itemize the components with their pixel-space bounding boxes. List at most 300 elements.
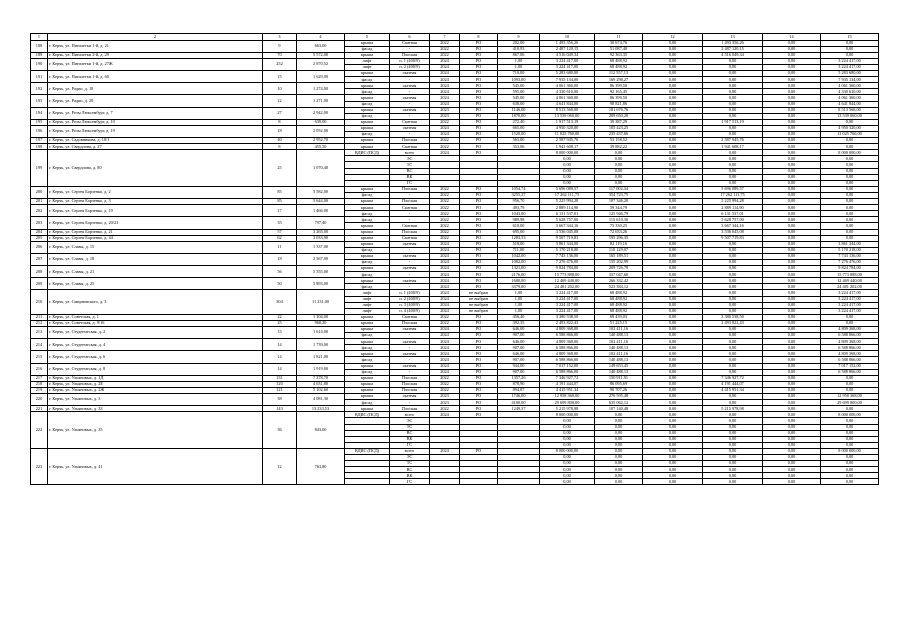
cell-col15: 7 935 134,00 bbox=[821, 77, 879, 83]
cell-unit-cost: 354 723,75 bbox=[595, 192, 643, 198]
cell-element-type: - bbox=[390, 192, 430, 198]
cell-row-number: 195 bbox=[31, 119, 48, 125]
cell-col14: 0,00 bbox=[763, 461, 821, 467]
cell-residents: 131 bbox=[263, 375, 297, 381]
cell-col13: 0,00 bbox=[703, 150, 763, 156]
cell-col12: 0,00 bbox=[643, 119, 703, 125]
cell-funding: РО bbox=[460, 448, 498, 454]
cell-col13: 0,00 bbox=[703, 107, 763, 113]
cell-col14: 0,00 bbox=[763, 333, 821, 339]
cell-col14: 0,00 bbox=[763, 77, 821, 83]
cell-col13: 5 215 978,98 bbox=[703, 406, 763, 412]
cell-volume: 202,00 bbox=[498, 40, 540, 46]
cell-element-type: Плоская bbox=[390, 387, 430, 393]
cell-col15: 0,00 bbox=[821, 52, 879, 58]
cell-cost: 8 000 000,00 bbox=[540, 412, 595, 418]
cell-col13: 0,00 bbox=[703, 64, 763, 70]
cell-col13: 0,00 bbox=[703, 442, 763, 448]
cell-cost: 8 000 000,00 bbox=[540, 150, 595, 156]
cell-cost: 3 667 344,16 bbox=[540, 223, 595, 229]
cell-element: крыша bbox=[345, 119, 390, 125]
cell-cost: 7 017 152,00 bbox=[540, 363, 595, 369]
cell-unit-cost: 39 882,22 bbox=[595, 144, 643, 150]
cell-col15: 9 824 784,00 bbox=[821, 266, 879, 272]
cell-element-type: - bbox=[390, 77, 430, 83]
cell-cost: 29 699 800,00 bbox=[540, 400, 595, 406]
cell-residents: 18 bbox=[263, 253, 297, 265]
cell-cost: 4 191 444,07 bbox=[540, 381, 595, 387]
cell-cost: 6 588 866,00 bbox=[540, 369, 595, 375]
cell-col13: 0,00 bbox=[703, 253, 763, 259]
cell-year: 2022 bbox=[430, 119, 460, 125]
cell-unit-cost: 195 296,35 bbox=[595, 235, 643, 241]
cell-element: лифт bbox=[345, 64, 390, 70]
cell-unit-cost: 92 363,35 bbox=[595, 52, 643, 58]
cell-volume: 907,00 bbox=[498, 345, 540, 351]
cell-volume: 1,00 bbox=[498, 64, 540, 70]
cell-row-number: 215 bbox=[31, 351, 48, 363]
cell-col14: 0,00 bbox=[763, 217, 821, 223]
cell-funding: РО bbox=[460, 387, 498, 393]
cell-area: 1 274,00 bbox=[297, 83, 345, 95]
cell-col15: 0,00 bbox=[821, 168, 879, 174]
cell-cost: 5 225 994,28 bbox=[540, 199, 595, 205]
cell-col12: 0,00 bbox=[643, 406, 703, 412]
cell-volume: 563,00 bbox=[498, 138, 540, 144]
cell-element-type: - bbox=[390, 345, 430, 351]
cell-year: 2024 bbox=[430, 77, 460, 83]
cell-unit-cost: 0,00 bbox=[595, 442, 643, 448]
cell-col12: 0,00 bbox=[643, 266, 703, 272]
cell-unit-cost: 86 095,69 bbox=[595, 381, 643, 387]
cell-element: фасад bbox=[345, 211, 390, 217]
cell-col14: 0,00 bbox=[763, 58, 821, 64]
cell-col14: 0,00 bbox=[763, 406, 821, 412]
cell-volume: 646,00 bbox=[498, 339, 540, 345]
cell-row-number: 213 bbox=[31, 327, 48, 339]
cell-element: крыша bbox=[345, 107, 390, 113]
cell-col13: 0,00 bbox=[703, 162, 763, 168]
cell-area: 2 567,00 bbox=[297, 253, 345, 265]
cell-col15: 6 588 866,00 bbox=[821, 369, 879, 375]
cell-funding: РО bbox=[460, 119, 498, 125]
cell-col12: 0,00 bbox=[643, 467, 703, 473]
cell-element-type: скатная bbox=[390, 71, 430, 77]
cell-funding: РО bbox=[460, 58, 498, 64]
cell-col13: 3 380 538,50 bbox=[703, 314, 763, 320]
cell-col15: 0,00 bbox=[821, 479, 879, 485]
cell-col14: 0,00 bbox=[763, 89, 821, 95]
cell-area: 639,00 bbox=[297, 119, 345, 125]
cell-unit-cost: 149 653,45 bbox=[595, 363, 643, 369]
cell-element-type: ВК bbox=[390, 174, 430, 180]
cell-cost: 0,00 bbox=[540, 461, 595, 467]
cell-unit-cost: 0,00 bbox=[595, 156, 643, 162]
cell-volume: 595,00 bbox=[498, 89, 540, 95]
cell-cost: 9 507 719,83 bbox=[540, 235, 595, 241]
cell-col13: 0,00 bbox=[703, 436, 763, 442]
cell-volume: 1,00 bbox=[498, 296, 540, 302]
cell-row-number: 198 bbox=[31, 144, 48, 150]
cell-address: г. Керчь, ул. Ульяновых, д. 2Ж bbox=[48, 387, 263, 393]
cell-year: 2024 bbox=[430, 339, 460, 345]
cell-cost: 4 061 360,00 bbox=[540, 83, 595, 89]
cell-address: г. Керчь, ул. Розы Люксембург, д. 7 bbox=[48, 107, 263, 119]
cell-col13: 5 225 994,28 bbox=[703, 199, 763, 205]
cell-funding: РО bbox=[460, 113, 498, 119]
cell-col12: 0,00 bbox=[643, 71, 703, 77]
cell-address: г. Керчь, ул. Советская, д. 9/16 bbox=[48, 320, 263, 326]
cell-col14: 0,00 bbox=[763, 387, 821, 393]
cell-row-number: 223 bbox=[31, 448, 48, 485]
cell-address: г. Керчь, ул. Пятилетки 1-й, д. 27Ж bbox=[48, 58, 263, 70]
cell-unit-cost: 51 225,15 bbox=[595, 320, 643, 326]
cell-year: 2024 bbox=[430, 448, 460, 454]
cell-col14: 0,00 bbox=[763, 83, 821, 89]
cell-unit-cost: 523 384,12 bbox=[595, 284, 643, 290]
cell-unit-cost: 140 488,13 bbox=[595, 333, 643, 339]
cell-col12: 0,00 bbox=[643, 192, 703, 198]
cell-unit-cost: 72 633,26 bbox=[595, 229, 643, 235]
cell-col12: 0,00 bbox=[643, 253, 703, 259]
cell-col14: 0,00 bbox=[763, 132, 821, 138]
cell-funding: РО bbox=[460, 333, 498, 339]
cell-year: 2024 bbox=[430, 95, 460, 101]
cell-col13: 0,00 bbox=[703, 461, 763, 467]
cell-cost: 0,00 bbox=[540, 442, 595, 448]
cell-volume: 1,00 bbox=[498, 58, 540, 64]
cell-col13: 0,00 bbox=[703, 290, 763, 296]
cell-cost: 8 000 000,00 bbox=[540, 448, 595, 454]
cell-element: крыша bbox=[345, 71, 390, 77]
cell-unit-cost: 0,00 bbox=[595, 418, 643, 424]
cell-address: г. Керчь, ул. Ульяновых, д. 3 bbox=[48, 394, 263, 406]
cell-cost: 3 224 417,00 bbox=[540, 58, 595, 64]
cell-cost: 3 536 045,08 bbox=[540, 229, 595, 235]
cell-row-number: 210 bbox=[31, 290, 48, 314]
cell-address: г. Керчь, ул. Студенческая, д. 4 bbox=[48, 339, 263, 351]
cell-element: ВДИС (ПСД) bbox=[345, 448, 390, 454]
cell-area: 5 893,00 bbox=[297, 278, 345, 290]
cell-cost: 12 958 368,00 bbox=[540, 394, 595, 400]
cell-unit-cost: 115 619,30 bbox=[595, 217, 643, 223]
cell-year: 2024 bbox=[430, 284, 460, 290]
cell-address: г. Керчь, ул. Сергея Борзенко, д. 44 bbox=[48, 235, 263, 241]
cell-col13: 0,00 bbox=[703, 58, 763, 64]
cell-col12: 0,00 bbox=[643, 394, 703, 400]
cell-residents: 40 bbox=[263, 138, 297, 144]
cell-col13: 0,00 bbox=[703, 241, 763, 247]
cell-element-type: ТС bbox=[390, 162, 430, 168]
cell-volume: 2176,00 bbox=[498, 272, 540, 278]
cell-element-type: - bbox=[390, 333, 430, 339]
cell-unit-cost: 276 595,48 bbox=[595, 394, 643, 400]
cell-unit-cost: 105 423,25 bbox=[595, 125, 643, 131]
cell-col14: 0,00 bbox=[763, 156, 821, 162]
cell-col15: 11 025 760,00 bbox=[821, 132, 879, 138]
cell-col15: 0,00 bbox=[821, 156, 879, 162]
cell-element-type: Плоская bbox=[390, 52, 430, 58]
cell-col13: 0,00 bbox=[703, 174, 763, 180]
cell-volume: 1,00 bbox=[498, 302, 540, 308]
cell-funding: РО bbox=[460, 77, 498, 83]
cell-col15: 0,00 bbox=[821, 314, 879, 320]
cell-element-type: Плоская bbox=[390, 375, 430, 381]
cell-element-type: ЭС bbox=[390, 156, 430, 162]
cell-col12: 0,00 bbox=[643, 58, 703, 64]
cell-cost: 3 224 417,00 bbox=[540, 302, 595, 308]
cell-element-type: - bbox=[390, 217, 430, 223]
cell-volume: 878,90 bbox=[498, 381, 540, 387]
cell-col15: 6 588 866,00 bbox=[821, 333, 879, 339]
cell-col12: 0,00 bbox=[643, 381, 703, 387]
cell-address: г. Керчь, ул. Сергея Борзенко, д. 19 bbox=[48, 205, 263, 217]
cell-row-number: 208 bbox=[31, 266, 48, 278]
cell-unit-cost: 53 158,52 bbox=[595, 138, 643, 144]
cell-unit-cost: 155 202,99 bbox=[595, 259, 643, 265]
cell-element: крыша bbox=[345, 394, 390, 400]
cell-cost: 4 809 368,00 bbox=[540, 327, 595, 333]
cell-col14: 0,00 bbox=[763, 101, 821, 107]
cell-unit-cost: 165 189,51 bbox=[595, 253, 643, 259]
cell-residents: 15 bbox=[263, 71, 297, 83]
cell-element: крыша bbox=[345, 229, 390, 235]
cell-element-type: п. 3 (400/9) bbox=[390, 302, 430, 308]
cell-col14: 0,00 bbox=[763, 320, 821, 326]
cell-funding bbox=[460, 479, 498, 485]
cell-year: 2024 bbox=[430, 357, 460, 363]
cell-unit-cost: 90 707,26 bbox=[595, 387, 643, 393]
cell-area: 5 644,00 bbox=[297, 199, 345, 205]
cell-element: фасад bbox=[345, 284, 390, 290]
cell-funding: РО bbox=[460, 89, 498, 95]
cell-col13: 0,00 bbox=[703, 400, 763, 406]
cell-col12: 0,00 bbox=[643, 199, 703, 205]
cell-unit-cost: 635 062,12 bbox=[595, 400, 643, 406]
cell-col13: 0,00 bbox=[703, 430, 763, 436]
cell-row-number: 191 bbox=[31, 71, 48, 83]
column-number-3: 3 bbox=[263, 34, 297, 41]
cell-col12: 0,00 bbox=[643, 205, 703, 211]
cell-address: г. Керчь, ул. Ульяновых, д. 2Е bbox=[48, 381, 263, 387]
cell-col12: 0,00 bbox=[643, 107, 703, 113]
cell-element-type: скатная bbox=[390, 241, 430, 247]
cell-element: крыша bbox=[345, 278, 390, 284]
cell-area: 13 233,53 bbox=[297, 406, 345, 412]
cell-unit-cost: 68 488,92 bbox=[595, 302, 643, 308]
cell-volume: 1321,00 bbox=[498, 266, 540, 272]
cell-col12: 0,00 bbox=[643, 235, 703, 241]
cell-year: 2022 bbox=[430, 138, 460, 144]
cell-residents: 35 bbox=[263, 217, 297, 229]
cell-row-number: 207 bbox=[31, 253, 48, 265]
cell-element-type: п. 1 (400/9) bbox=[390, 58, 430, 64]
column-number-2: 2 bbox=[48, 34, 263, 41]
cell-volume: 944,00 bbox=[498, 363, 540, 369]
cell-col15: 4 809 368,00 bbox=[821, 351, 879, 357]
cell-unit-cost: 0,00 bbox=[595, 461, 643, 467]
cell-volume: 695,00 bbox=[498, 229, 540, 235]
cell-element: фасад bbox=[345, 272, 390, 278]
table-header-row bbox=[31, 34, 879, 41]
cell-funding: РО bbox=[460, 132, 498, 138]
cell-col12: 0,00 bbox=[643, 174, 703, 180]
cell-year: 2024 bbox=[430, 412, 460, 418]
cell-year: 2022 bbox=[430, 314, 460, 320]
cell-col13: 0,00 bbox=[703, 448, 763, 454]
cell-col12: 0,00 bbox=[643, 418, 703, 424]
cell-year: 2024 bbox=[430, 308, 460, 314]
cell-year: 2024 bbox=[430, 327, 460, 333]
cell-col14: 0,00 bbox=[763, 235, 821, 241]
cell-col13: 0,00 bbox=[703, 156, 763, 162]
cell-col14: 0,00 bbox=[763, 290, 821, 296]
cell-unit-cost: 150 911,91 bbox=[595, 375, 643, 381]
cell-volume: 493,79 bbox=[498, 205, 540, 211]
cell-cost: 7 743 136,00 bbox=[540, 253, 595, 259]
cell-funding: РО bbox=[460, 217, 498, 223]
cell-volume: 1746,00 bbox=[498, 394, 540, 400]
cell-cost: 5 215 978,98 bbox=[540, 406, 595, 412]
cell-year: 2022 bbox=[430, 40, 460, 46]
cell-col12: 0,00 bbox=[643, 448, 703, 454]
cell-element: крыша bbox=[345, 205, 390, 211]
cell-col12: 0,00 bbox=[643, 89, 703, 95]
cell-year: 2024 bbox=[430, 241, 460, 247]
cell-volume: 4100,00 bbox=[498, 400, 540, 406]
cell-unit-cost: 107 346,20 bbox=[595, 199, 643, 205]
cell-element: крыша bbox=[345, 406, 390, 412]
cell-cost: 4 516 049,34 bbox=[540, 52, 595, 58]
column-number-12: 12 bbox=[643, 34, 703, 41]
cell-residents: 12 bbox=[263, 448, 297, 485]
cell-funding: РО bbox=[460, 394, 498, 400]
cell-col12: 0,00 bbox=[643, 308, 703, 314]
cell-volume: 1357,26 bbox=[498, 375, 540, 381]
cell-funding: не выбран bbox=[460, 290, 498, 296]
cell-area: 2 952,70 bbox=[297, 138, 345, 144]
cell-year: 2023 bbox=[430, 107, 460, 113]
cell-element: фасад bbox=[345, 400, 390, 406]
cell-col15: 4 950 320,00 bbox=[821, 125, 879, 131]
cell-row-number: 214 bbox=[31, 339, 48, 351]
cell-element: крыша bbox=[345, 375, 390, 381]
cell-col13: 5 696 089,57 bbox=[703, 186, 763, 192]
cell-col15: 5 283 680,00 bbox=[821, 71, 879, 77]
cell-col14: 0,00 bbox=[763, 162, 821, 168]
cell-area: 843,00 bbox=[297, 412, 345, 449]
cell-col13: 5 628 757,00 bbox=[703, 217, 763, 223]
cell-row-number: 211 bbox=[31, 314, 48, 320]
cell-col14: 0,00 bbox=[763, 284, 821, 290]
cell-address: г. Керчь, ул. Ульяновых, д. 1Д bbox=[48, 375, 263, 381]
cell-year: 2024 bbox=[430, 345, 460, 351]
cell-col15: 0,00 bbox=[821, 406, 879, 412]
cell-unit-cost: 0,00 bbox=[595, 412, 643, 418]
cell-col12: 0,00 bbox=[643, 52, 703, 58]
cell-col13: 6 131 537,01 bbox=[703, 211, 763, 217]
cell-col15: 4 330 610,00 bbox=[821, 89, 879, 95]
cell-cost: 7 935 134,00 bbox=[540, 77, 595, 83]
cell-col14: 0,00 bbox=[763, 71, 821, 77]
cell-col13: 0,00 bbox=[703, 345, 763, 351]
cell-residents: 17 bbox=[263, 205, 297, 217]
cell-col14: 0,00 bbox=[763, 467, 821, 473]
cell-col12: 0,00 bbox=[643, 150, 703, 156]
cell-col14: 0,00 bbox=[763, 381, 821, 387]
cell-element: фасад bbox=[345, 132, 390, 138]
cell-element-type: скатная bbox=[390, 394, 430, 400]
cell-unit-cost: 266 332,42 bbox=[595, 278, 643, 284]
cell-element: лифт bbox=[345, 58, 390, 64]
cell-residents: 25 bbox=[263, 320, 297, 326]
cell-unit-cost: 102 411,16 bbox=[595, 327, 643, 333]
cell-col15: 8 000 000,00 bbox=[821, 412, 879, 418]
cell-col14: 0,00 bbox=[763, 369, 821, 375]
cell-row-number: 188 bbox=[31, 40, 48, 52]
cell-residents: 57 bbox=[263, 229, 297, 235]
cell-area: 663,00 bbox=[297, 40, 345, 52]
cell-col13: 4 516 049,34 bbox=[703, 52, 763, 58]
cell-funding: РО bbox=[460, 83, 498, 89]
column-number-6: 6 bbox=[390, 34, 430, 41]
cell-unit-cost: 235 437,66 bbox=[595, 132, 643, 138]
cell-residents: 38 bbox=[263, 394, 297, 406]
cell-col12: 0,00 bbox=[643, 138, 703, 144]
cell-volume: 545,00 bbox=[498, 83, 540, 89]
cell-col12: 0,00 bbox=[643, 375, 703, 381]
cell-unit-cost: 0,00 bbox=[595, 168, 643, 174]
cell-volume: 646,00 bbox=[498, 327, 540, 333]
cell-address: г. Керчь, ул. Славы, д. 15 bbox=[48, 241, 263, 253]
cell-year: 2024 bbox=[430, 83, 460, 89]
cell-year: 2024 bbox=[430, 101, 460, 107]
cell-col13: 0,00 bbox=[703, 363, 763, 369]
cell-cost: 1 941 608,17 bbox=[540, 144, 595, 150]
cell-year: 2024 bbox=[430, 272, 460, 278]
cell-volume: 3379,00 bbox=[498, 284, 540, 290]
cell-year: 2022 bbox=[430, 320, 460, 326]
cell-cost: 6 131 537,01 bbox=[540, 211, 595, 217]
cell-unit-cost: 0,00 bbox=[595, 430, 643, 436]
capital-repair-table bbox=[30, 33, 879, 485]
cell-col15: 0,00 bbox=[821, 424, 879, 430]
cell-element-type: - bbox=[390, 247, 430, 253]
cell-col12: 0,00 bbox=[643, 125, 703, 131]
cell-element-type: ТС bbox=[390, 461, 430, 467]
cell-area: 5 572,00 bbox=[297, 52, 345, 58]
cell-col13: 0,00 bbox=[703, 302, 763, 308]
cell-row-number: 199 bbox=[31, 150, 48, 187]
cell-cost: 5 170 218,00 bbox=[540, 247, 595, 253]
cell-col12: 0,00 bbox=[643, 369, 703, 375]
cell-residents: 50 bbox=[263, 278, 297, 290]
cell-row-number: 217 bbox=[31, 375, 48, 381]
cell-element: крыша bbox=[345, 241, 390, 247]
cell-volume: 1042,00 bbox=[498, 253, 540, 259]
cell-residents: 304 bbox=[263, 290, 297, 314]
cell-col15: 12 958 368,00 bbox=[821, 394, 879, 400]
cell-col13: 2 493 822,43 bbox=[703, 320, 763, 326]
cell-cost: 3 380 538,50 bbox=[540, 314, 595, 320]
cell-col15: 0,00 bbox=[821, 473, 879, 479]
cell-element: фасад bbox=[345, 101, 390, 107]
cell-residents: 11 bbox=[263, 241, 297, 253]
cell-area: 1 466,00 bbox=[297, 205, 345, 217]
cell-residents: 121 bbox=[263, 387, 297, 393]
cell-element-type: ГС bbox=[390, 479, 430, 485]
cell-col15: 0,00 bbox=[821, 229, 879, 235]
